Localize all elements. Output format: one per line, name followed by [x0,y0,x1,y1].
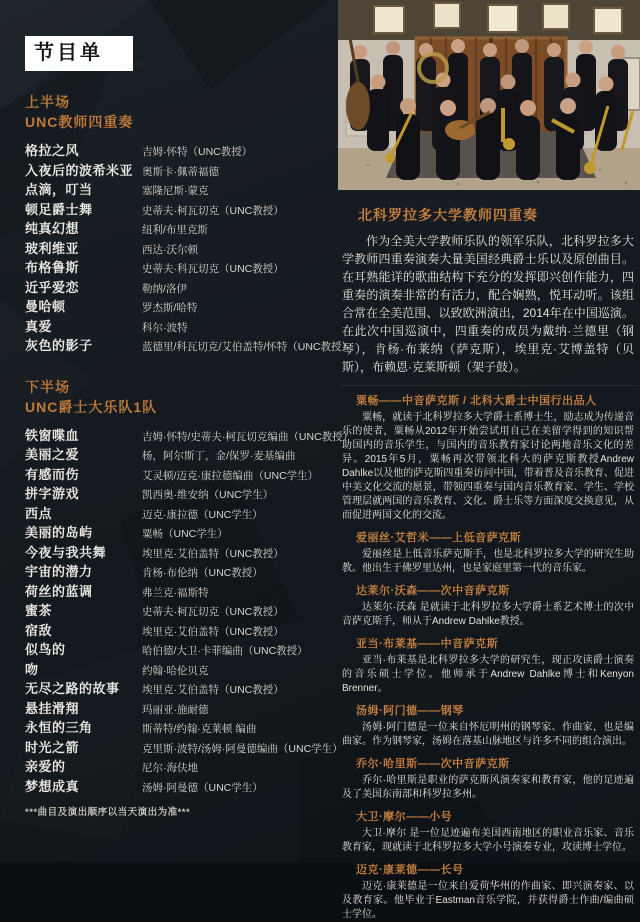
piece-title: 似鸟的 [25,642,66,657]
first-half-list [25,141,355,356]
bio-heading: 爱丽丝·艾哲米——上低音萨克斯 [356,532,522,544]
bio-heading: 大卫·摩尔——小号 [356,811,453,823]
piece-credit: 史蒂夫·科瓦切克（UNC教授） [142,263,284,275]
piece-title: 宿敌 [25,622,53,638]
program-row [25,621,355,641]
piece-credit: 哈伯德/大卫·卡菲编曲（UNC教授） [142,645,308,657]
band-photo-illustration [338,0,640,190]
bio-text: 迈克·康莱德是一位来自爱荷华州的作曲家、即兴演奏家、以及教育家。他毕业于Eastman音乐学院，并获得爵士作曲/编曲硕士学位。 [342,881,634,920]
bio-section [338,702,640,749]
second-half-label: 下半场 [25,378,70,395]
piece-credit: 弗兰克·福斯特 [142,586,209,599]
program-row [25,738,355,758]
piece-credit: 奥斯卡·佩蒂福德 [142,165,219,178]
bio-text: 爱丽丝是上低音乐萨克斯手，也是北科罗拉多大学的研究生助教。他出生于佛罗里达州，也是家庭里第一代的音乐家。 [342,549,634,574]
piece-credit: 约翰·哈伦贝克 [142,664,209,677]
piece-title: 拼字游戏 [25,486,80,501]
piece-credit: 勒纳/洛伊 [142,282,187,295]
piece-credit: 蓝德里/科瓦切克/艾伯盖特/怀特（UNC教授） [142,341,352,353]
first-half-section [25,92,355,356]
program-row [25,239,355,259]
piece-credit: 罗杰斯/哈特 [142,302,198,314]
bio-section [338,529,640,576]
piece-title: 真爱 [25,318,53,334]
piece-credit: 斯蒂特/约翰·克莱顿 编曲 [142,723,257,735]
program-row [25,523,355,543]
program-title: 节目单 [34,42,103,64]
piece-credit: 塞隆尼斯·蒙克 [142,185,209,197]
piece-credit: 史蒂夫·柯瓦切克（UNC教授） [142,606,284,618]
program-row [25,219,355,239]
piece-credit: 西达·沃尔顿 [142,243,198,256]
piece-title: 有感而伤 [25,466,80,482]
second-half-ensemble: UNC爵士大乐队1队 [25,398,158,415]
piece-credit: 粟畅（UNC学生） [142,528,228,540]
bio-section [338,392,640,523]
piece-title: 蜜茶 [25,603,53,618]
program-row [25,543,355,563]
program-row [25,777,355,797]
program-row [25,757,355,777]
program-row [25,336,355,356]
program-row [25,278,355,298]
piece-title: 无尽之路的故事 [25,681,120,696]
piece-credit: 吉姆·怀特/史蒂夫·柯瓦切克编曲（UNC教授） [142,430,354,443]
program-row [25,601,355,621]
piece-title: 近乎爱恋 [25,279,80,295]
piece-title: 格拉之风 [25,143,80,158]
program-row [25,504,355,524]
piece-title: 点滴，叮当 [25,182,93,197]
program-row [25,180,355,200]
piece-title: 吻 [25,661,39,677]
piece-title: 宇宙的潜力 [25,564,93,579]
program-row [25,297,355,317]
program-row [25,465,355,485]
first-half-header [25,92,355,132]
bio-section [338,635,640,696]
program-row [25,426,355,446]
section-divider [340,385,638,386]
bio-section [338,582,640,629]
second-half-list [25,426,355,797]
piece-title: 铁窗喋血 [25,427,80,443]
bio-heading: 粟畅——中音萨克斯 / 北科大爵士中国行出品人 [356,395,597,407]
bio-list [338,392,640,922]
band-intro: 作为全美大学教师乐队的领军乐队，北科罗拉多大学教师四重奏演奏大量美国经典爵士乐以及原创曲目。在耳熟能详的歌曲结构下充分的发挥即兴创作能力，四重奏的演奏非常的有活力，配合娴熟，悦耳动听。该组合常在全美范围、以致欧洲演出，2014年在中国巡演。在此次中国巡演中，四重奏的成员为戴纳·兰德里（钢琴），肯杨·布莱纳（萨克斯），埃里克·艾博盖特（贝斯），布赖恩·克莱斯顿（架子鼓）。 [342,234,634,374]
piece-title: 荷丝的蓝调 [25,583,93,599]
piece-title: 今夜与我共舞 [25,544,107,560]
bio-text: 达莱尔·沃森 是就读于北科罗拉多大学爵士系艺术博士的次中音萨克斯手，师从于Andrew Dahlke教授。 [342,602,634,627]
piece-credit: 纽利/布里克斯 [142,224,208,236]
piece-title: 永恒的三角 [25,720,93,735]
piece-credit: 埃里克·艾伯盖特（UNC教授） [142,684,284,696]
bio-section [338,808,640,855]
double-bass [346,82,370,130]
bio-heading: 乔尔·哈里斯——次中音萨克斯 [356,758,510,770]
piece-credit: 汤姆·阿曼德（UNC学生） [142,781,263,794]
piece-title: 顿足爵士舞 [25,201,93,217]
piece-credit: 迈克·康拉德（UNC学生） [142,508,263,521]
piece-credit: 吉姆·怀特（UNC教授） [142,146,253,158]
bio-heading: 亚当·布莱基——中音萨克斯 [356,638,499,650]
piece-credit: 史蒂夫·柯瓦切克（UNC教授） [142,204,284,217]
program-row [25,718,355,738]
piece-title: 曼哈顿 [25,299,66,314]
piece-credit: 克里斯·波特/汤姆·阿曼德编曲（UNC学生） [142,742,343,755]
program-title-box [25,36,133,71]
piece-credit: 玛丽亚·施耐德 [142,703,209,716]
piece-title: 布格鲁斯 [25,260,80,275]
piece-credit: 科尔·波特 [142,321,188,334]
second-half-section [25,377,355,797]
piece-title: 美丽之爱 [25,447,80,462]
second-half-header [25,377,355,417]
piece-credit: 埃里克·艾伯盖特（UNC教授） [142,625,284,638]
piece-credit: 尼尔·海伕地 [142,762,198,774]
program-row [25,640,355,660]
program-row [25,699,355,719]
piece-credit: 杨，阿尔斯丁，金/保罗·麦基编曲 [142,450,296,462]
bio-text: 亚当·布莱基是北科罗拉多大学的研究生，现正攻读爵士演奏的音乐硕士学位。他师承于Andrew Dahlke博士和Kenyon Brenner。 [342,655,634,694]
bio-text: 大卫·摩尔 是一位足迹遍布美国西南地区的职业音乐家、音乐教育家，现就读于北科罗拉多大学小号演奏专业，攻读博士学位。 [342,828,634,853]
piece-credit: 埃里克·艾伯盖特（UNC教授） [142,547,284,560]
first-half-label: 上半场 [25,94,70,110]
bio-text: 汤姆·阿门德是一位来自怀厄明州的钢琴家、作曲家，也是编曲家。作为钢琴家，汤姆在落基山脉地区与许多不同的组合演出。 [342,722,634,747]
piece-title: 亲爱的 [25,759,66,774]
piece-title: 悬挂滑翔 [25,700,80,716]
bio-heading: 迈克·康莱德——长号 [356,864,464,876]
band-photo [338,0,640,190]
band-title: 北科罗拉多大学教师四重奏 [358,207,538,223]
info-column [338,0,640,922]
piece-title: 时光之箭 [25,739,80,755]
program-footnote: ***曲目及演出顺序以当天演出为准*** [25,807,191,818]
program-row [25,317,355,337]
piece-credit: 肯杨·布伦纳（UNC教授） [142,567,263,579]
program-row [25,562,355,582]
program-column [25,36,355,818]
piece-credit: 艾灵顿/迈克·康拉德编曲（UNC学生） [142,469,319,482]
bio-section [338,861,640,922]
piece-title: 梦想成真 [25,778,80,794]
bio-heading: 达莱尔·沃森——次中音萨克斯 [356,585,510,597]
piece-credit: 凯西奥·维安纳（UNC学生） [142,489,274,501]
piece-title: 美丽的岛屿 [25,525,93,540]
first-half-ensemble: UNC教师四重奏 [25,114,134,130]
piece-title: 玻利维亚 [25,240,80,256]
program-row [25,445,355,465]
program-row [25,141,355,161]
program-row [25,161,355,181]
program-row [25,484,355,504]
program-row [25,660,355,680]
piece-title: 入夜后的波希米亚 [25,162,134,178]
program-row [25,582,355,602]
program-row [25,200,355,220]
bio-text: 粟畅，就读于北科罗拉多大学爵士系博士生，励志成为传递音乐的使者，粟畅从2012年开始尝试用自己在美留学得到的知识帮助国内的音乐学生，与国内的音乐教育家讨论两地音乐文化的差异。2015年5月，粟畅再次带领北科大的萨克斯教授Andrew Dahlke以及他的萨克斯四重奏访问中国，带着普及音乐教育、促进中美文化交流的愿景，带领四重奏与国内音乐教育家、学生、学校管理层就两国的音乐教育、文化、爵士乐等方面深度交换意见，从而促进两国文化的交流。 [342,412,634,521]
program-row [25,258,355,278]
program-row [25,679,355,699]
bio-section [338,755,640,802]
bio-text: 乔尔·哈里斯是职业的萨克斯风演奏家和教育家，他的足迹遍及了美国东南部和科罗拉多州。 [342,775,634,800]
piece-title: 灰色的影子 [25,338,93,353]
piece-title: 纯真幻想 [25,221,80,236]
piece-title: 西点 [25,505,53,521]
bio-heading: 汤姆·阿门德——钢琴 [356,705,464,717]
